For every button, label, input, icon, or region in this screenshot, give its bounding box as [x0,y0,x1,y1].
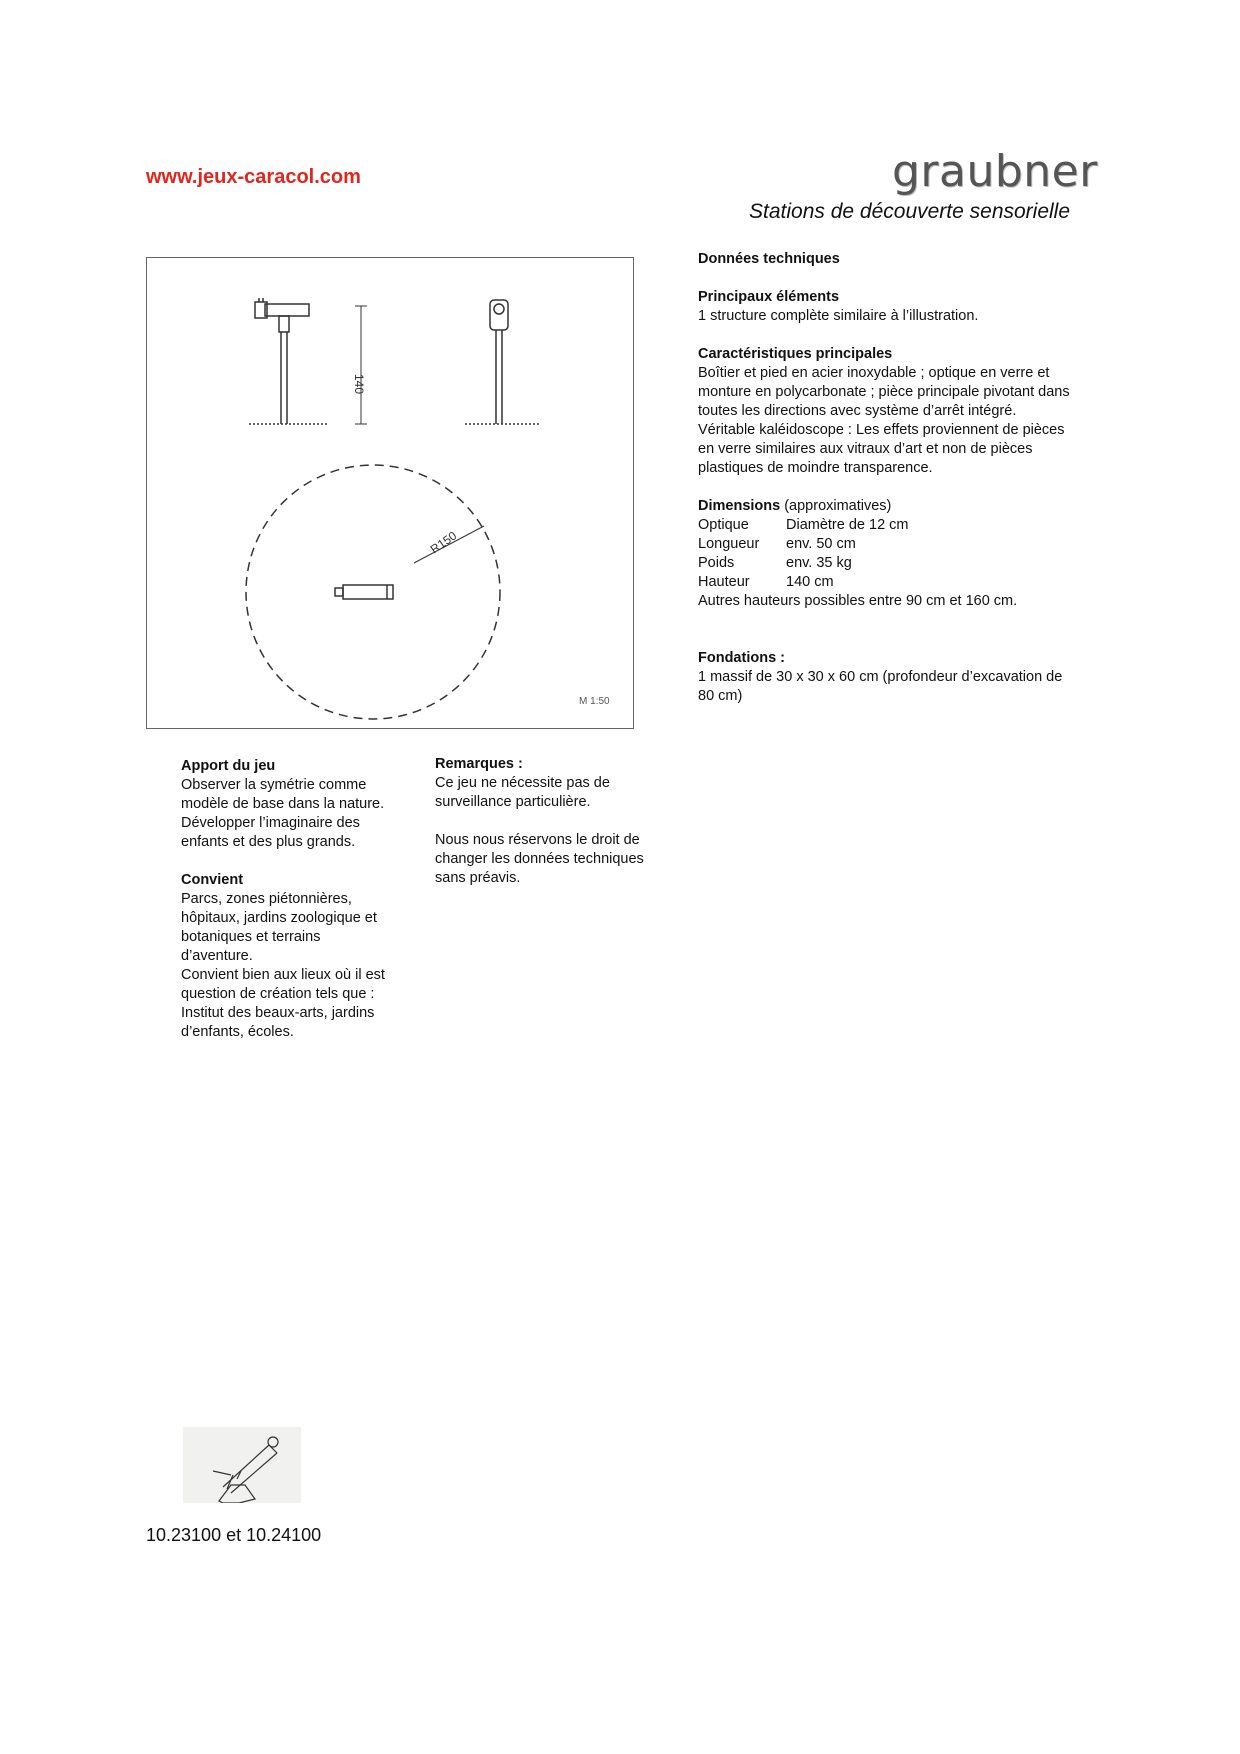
features-line: plastiques de moindre transparence. [698,460,933,476]
dimensions-heading: Dimensions [698,498,781,514]
apport-line: enfants et des plus grands. [181,834,356,850]
remarks-line: sans préavis. [435,870,521,886]
features-line: Boîtier et pied en acier inoxydable ; optique en verre et [698,365,1050,381]
convient-line: hôpitaux, jardins zoologique et [181,910,377,926]
dimension-label: Longueur [698,536,760,552]
top-view-illustration [246,465,500,719]
website-link[interactable]: www.jeux-caracol.com [146,166,361,188]
scale-label: M 1:50 [579,696,610,707]
technical-heading: Données techniques [698,251,840,267]
features-line: toutes les directions avec système d’arrêt intégré. [698,403,1017,419]
dimension-value: env. 35 kg [786,555,852,571]
apport-heading: Apport du jeu [181,758,276,774]
apport-column [181,757,411,1042]
radius-label: R150 [427,528,460,557]
front-view-illustration [465,300,541,424]
foundations-heading: Fondations : [698,650,785,666]
remarks-heading: Remarques : [435,756,523,772]
dimensions-other: Autres hauteurs possibles entre 90 cm et 160 cm. [698,593,1018,609]
remarks-line: changer les données techniques [435,851,644,867]
brand-logo: graubner [892,146,1098,197]
features-line: Véritable kaléidoscope : Les effets proviennent de pièces [698,422,1065,438]
dimension-row [698,554,1098,573]
side-view-illustration [249,298,367,424]
dimension-row [698,573,1098,592]
main-elements-heading: Principaux éléments [698,289,840,305]
page-subtitle: Stations de découverte sensorielle [749,200,1071,223]
foundations-line: 80 cm) [698,688,743,704]
convient-line: Parcs, zones piétonnières, [181,891,352,907]
remarks-line: surveillance particulière. [435,794,591,810]
convient-line: d’aventure. [181,948,253,964]
apport-line: modèle de base dans la nature. [181,796,385,812]
convient-line: question de création tels que : [181,986,375,1002]
technical-data-column [698,250,1098,706]
features-line: monture en polycarbonate ; pièce principale pivotant dans [698,384,1070,400]
apport-line: Développer l’imaginaire des [181,815,360,831]
convient-line: Institut des beaux-arts, jardins [181,1005,375,1021]
technical-drawing [146,257,634,729]
apport-line: Observer la symétrie comme [181,777,367,793]
dimension-value: env. 50 cm [786,536,856,552]
dimension-row [698,516,1098,535]
product-reference: 10.23100 et 10.24100 [146,1525,322,1545]
convient-line: d’enfants, écoles. [181,1024,294,1040]
dimension-value: Diamètre de 12 cm [786,517,909,533]
dimension-label: Poids [698,555,735,571]
foundations-line: 1 massif de 30 x 30 x 60 cm (profondeur d’excavation de [698,669,1063,685]
convient-line: Convient bien aux lieux où il est [181,967,385,983]
dimension-row [698,535,1098,554]
height-label: 140 [352,374,366,395]
convient-heading: Convient [181,872,244,888]
product-thumbnail [183,1427,301,1503]
convient-line: botaniques et terrains [181,929,321,945]
remarks-line: Ce jeu ne nécessite pas de [435,775,610,791]
main-elements-text: 1 structure complète similaire à l’illustration. [698,308,979,324]
dimension-value: 140 cm [786,574,834,590]
features-line: en verre similaires aux vitraux d’art et non de pièces [698,441,1033,457]
dimension-label: Optique [698,517,749,533]
remarks-line: Nous nous réservons le droit de [435,832,640,848]
dimensions-note: (approximatives) [780,498,892,514]
remarks-column [435,755,665,888]
dimension-label: Hauteur [698,574,750,590]
features-heading: Caractéristiques principales [698,346,893,362]
dimensions-title [698,497,1098,516]
